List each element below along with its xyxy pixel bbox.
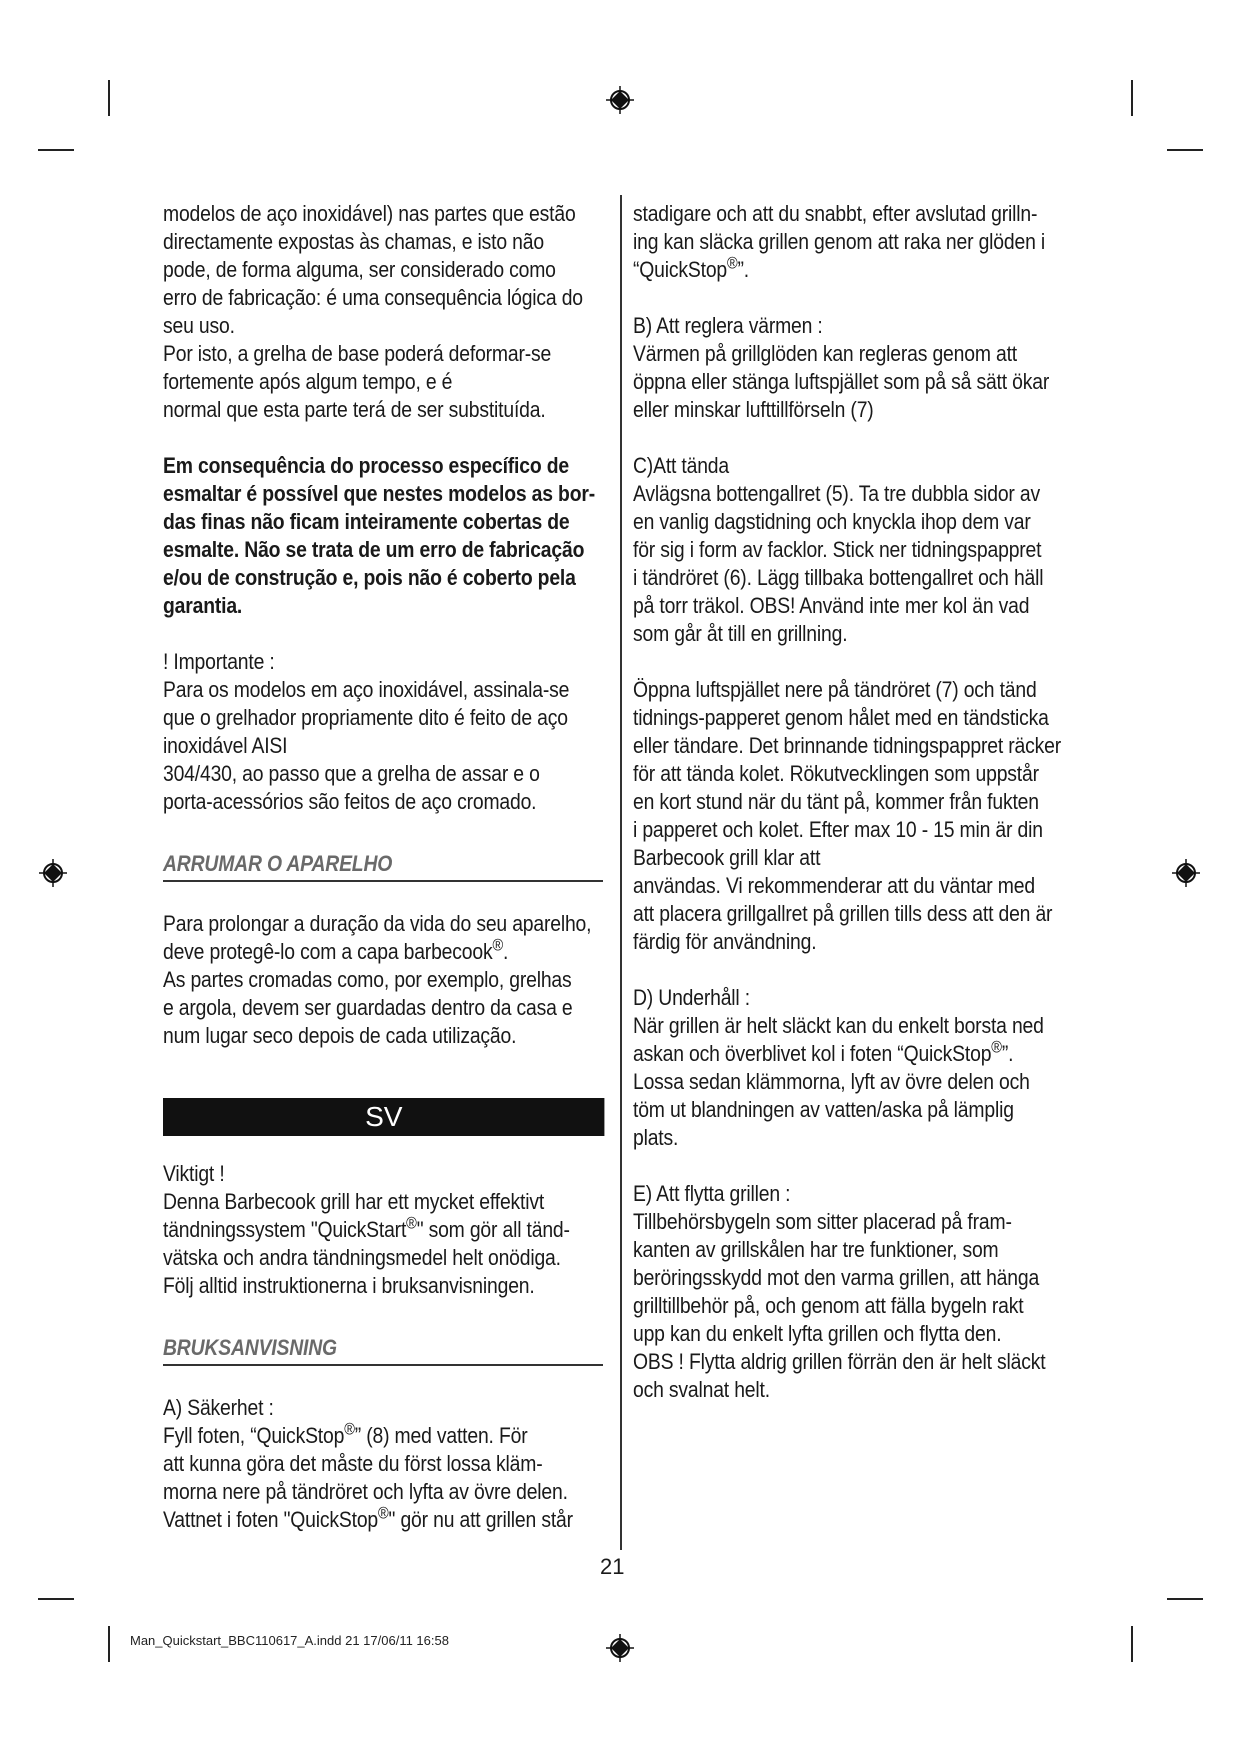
- page-number: 21: [600, 1554, 625, 1579]
- column-divider: [620, 195, 622, 1550]
- crop-mark: [38, 149, 74, 151]
- text-span: A) Säkerhet : Fyll foten, “QuickStop: [163, 1395, 345, 1448]
- crop-mark: [1167, 149, 1203, 151]
- crop-mark: [38, 1598, 74, 1600]
- crop-mark: [108, 1626, 110, 1662]
- paragraph: [633, 200, 1073, 284]
- text-span: As partes cromadas como, por exemplo, grelhas e argola, devem ser guardadas dentro da casa e num lugar seco depois de cada utilização.: [163, 967, 573, 1048]
- registered-mark: ®: [378, 1504, 389, 1523]
- text-span: Para prolongar a duração da vida do seu aparelho, deve protegê-lo com a capa barbecook: [163, 911, 592, 964]
- registration-mark-icon: [38, 858, 68, 888]
- text-span: stadigare och att du snabbt, efter avslutad grilln- ing kan släcka grillen genom att raka ner glöden i “QuickStop: [633, 201, 1045, 282]
- text-span: ”. Lossa sedan klämmorna, lyft av övre delen och töm ut blandningen av vatten/aska på lämplig plats.: [633, 1041, 1030, 1150]
- section-title-bruksanvisning: BRUKSANVISNING: [163, 1334, 603, 1366]
- paragraph: E) Att flytta grillen : Tillbehörsbygeln som sitter placerad på fram- kanten av grillskålen har tre funktioner, som beröringsskydd mot den varma grillen, att hänga grilltillbehör på, och genom att fälla bygeln rakt upp kan du enkelt lyfta grillen och flytta den. OBS ! Flytta aldrig grillen förrän den är helt släckt och svalnat helt.: [633, 1181, 1046, 1402]
- print-footer: Man_Quickstart_BBC110617_A.indd 21 17/06/11 16:58: [130, 1633, 449, 1648]
- registered-mark: ®: [727, 254, 738, 273]
- registered-mark: ®: [344, 1420, 355, 1439]
- registration-mark-icon: [605, 1633, 635, 1663]
- paragraph: [163, 1160, 603, 1300]
- text-span: .: [502, 939, 509, 964]
- paragraph: [163, 910, 603, 1050]
- crop-mark: [108, 80, 110, 116]
- right-column: [633, 200, 1073, 1404]
- paragraph: B) Att reglera värmen : Värmen på grillglöden kan regleras genom att öppna eller stänga luftspjället som på så sätt ökar eller minskar lufttillförseln (7): [633, 313, 1050, 422]
- text-span: " som gör all tänd- vätska och andra tändningsmedel helt onödiga. Följ alltid instruktionerna i bruksanvisningen.: [163, 1217, 570, 1298]
- text-span: D) Underhåll : När grillen är helt släckt kan du enkelt borsta ned askan och överblivet kol i foten “QuickStop: [633, 985, 1044, 1066]
- text-span: " gör nu att grillen står: [388, 1507, 573, 1532]
- paragraph: modelos de aço inoxidável) nas partes que estão directamente expostas às chamas, e isto não pode, de forma alguma, ser considerado como erro de fabricação: é uma consequência lógica do seu uso. Por isto, a grelha de base poderá deformar-se fortemente após algum tempo, e é normal que esta parte terá de ser substituída.: [163, 201, 583, 422]
- registered-mark: ®: [406, 1214, 417, 1233]
- crop-mark: [1131, 80, 1133, 116]
- text-span: ” (8) med vatten. För att kunna göra det måste du först lossa kläm- morna nere på tändröret och lyfta av övre delen. Vattnet i foten "QuickStop: [163, 1423, 568, 1532]
- paragraph: C)Att tända Avlägsna bottengallret (5). Ta tre dubbla sidor av en vanlig dagstidning och knyckla ihop dem var för sig i form av facklor. Stick ner tidningspappret i tändröret (6). Lägg tillbaka bottengallret och häll på torr träkol. OBS! Använd inte mer kol än vad som går åt till en grillning.: [633, 453, 1044, 646]
- section-title-arrumar: ARRUMAR O APARELHO: [163, 850, 603, 882]
- crop-mark: [1131, 1626, 1133, 1662]
- text-span: Viktigt ! Denna Barbecook grill har ett mycket effektivt tändningssystem "QuickStart: [163, 1161, 545, 1242]
- registration-mark-icon: [1171, 858, 1201, 888]
- language-bar: SV: [163, 1098, 604, 1136]
- paragraph: Öppna luftspjället nere på tändröret (7) och tänd tidnings-papperet genom hålet med en tändsticka eller tändare. Det brinnande tidningspappret räcker för att tända kolet. Rökutvecklingen som uppstår en kort stund när du tänt på, kommer från fukten i papperet och kolet. Efter max 10 - 15 min är din Barbecook grill klar att användas. Vi rekommenderar att du väntar med att placera grillgallret på grillen tills dess att den är färdig för användning.: [633, 677, 1061, 954]
- paragraph: [633, 984, 1073, 1152]
- text-span: ”.: [737, 257, 750, 282]
- crop-mark: [1167, 1598, 1203, 1600]
- warning-paragraph: Em consequência do processo específico de esmaltar é possível que nestes modelos as bor- das finas não ficam inteiramente cobertas de esmalte. Não se trata de um erro de fabricação e/ou de construção e, pois não é coberto pela garantia.: [163, 453, 595, 618]
- registered-mark: ®: [991, 1038, 1002, 1057]
- registration-mark-icon: [605, 85, 635, 115]
- registered-mark: ®: [492, 936, 503, 955]
- paragraph: [163, 1394, 603, 1534]
- important-paragraph: ! Importante : Para os modelos em aço inoxidável, assinala-se que o grelhador propriamente dito é feito de aço inoxidável AISI 304/430, ao passo que a grelha de assar e o porta-acessórios são feitos de aço cromado.: [163, 649, 570, 814]
- left-column: [163, 200, 603, 1534]
